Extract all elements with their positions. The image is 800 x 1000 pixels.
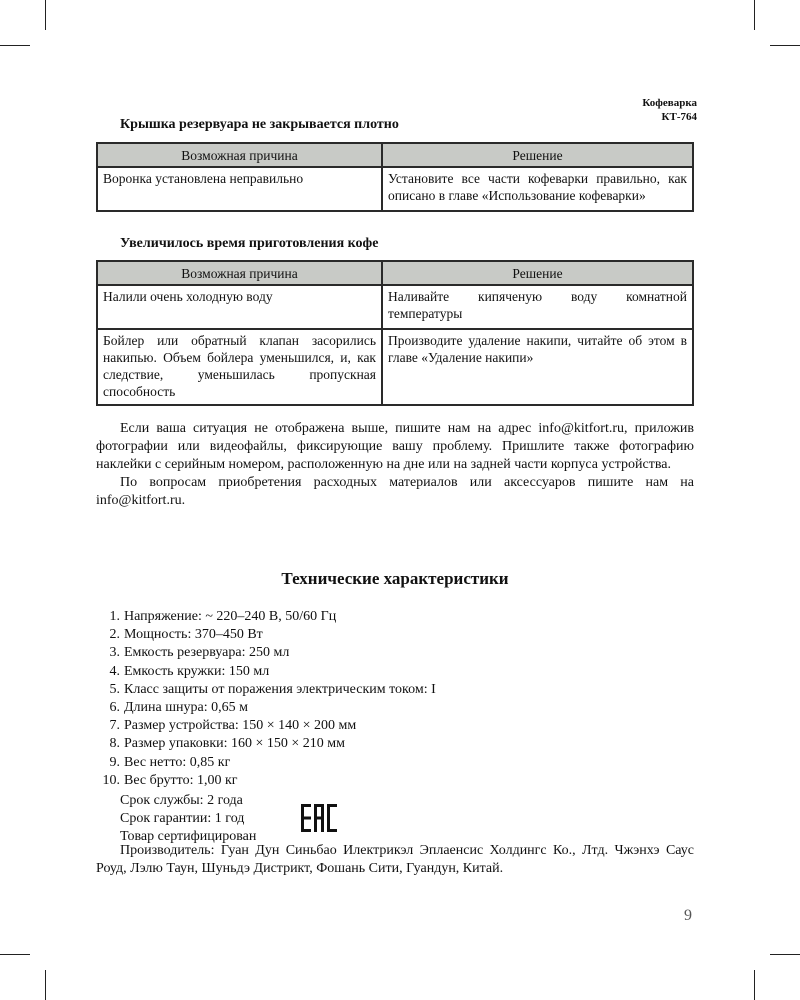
specs-title: Технические характеристики: [281, 569, 509, 588]
item-number: 5.: [109, 681, 120, 697]
item-number: 8.: [109, 736, 120, 752]
table-header-row: [97, 143, 693, 167]
header-model: КТ-764: [661, 111, 697, 123]
cause-cell: Бойлер или обратный клапан засорились накипью. Объем бойлера уменьшился, и, как следствие, уменьшилась пропускная способность: [97, 329, 382, 405]
table-row: [97, 285, 693, 329]
column-header-solution: Решение: [382, 261, 693, 285]
crop-mark: [754, 0, 755, 30]
item-text: Вес брутто: 1,00 кг: [124, 772, 238, 788]
crop-mark: [770, 45, 800, 46]
trouble-table: [96, 260, 694, 406]
item-text: Напряжение: ~ 220–240 В, 50/60 Гц: [124, 609, 337, 624]
list-item: [96, 626, 436, 644]
item-number: 1.: [109, 609, 120, 624]
table-row: [97, 167, 693, 211]
item-number: 4.: [109, 663, 120, 679]
crop-mark: [45, 970, 46, 1000]
list-item: [96, 681, 436, 699]
column-header-cause: Возможная причина: [97, 261, 382, 285]
list-item: [96, 644, 436, 662]
page-number: 9: [684, 907, 692, 924]
service-info: [120, 792, 256, 846]
item-text: Размер устройства: 150 × 140 × 200 мм: [124, 718, 357, 734]
contact-text: [96, 420, 694, 510]
trouble-title: Увеличилось время приготовления кофе: [120, 236, 379, 251]
item-number: 3.: [109, 645, 120, 661]
list-item: [96, 608, 436, 626]
list-item: [96, 717, 436, 735]
eac-certification-icon: [300, 803, 338, 833]
crop-mark: [45, 0, 46, 30]
crop-mark: [754, 970, 755, 1000]
item-number: 6.: [109, 700, 120, 716]
item-number: 2.: [109, 627, 120, 643]
cause-cell: Налили очень холодную воду: [97, 285, 382, 329]
item-number: 7.: [109, 718, 120, 734]
specs-list: [96, 608, 436, 790]
list-item: [96, 735, 436, 753]
item-text: Емкость кружки: 150 мл: [124, 663, 270, 679]
manufacturer-text: Производитель: Гуан Дун Синьбао Илектрикэл Эплаенсис Холдингс Ко., Лтд. Чжэнхэ Саус Роуд, Лэлю Таун, Шуньдэ Дистрикт, Фошань Сити, Гуандун, Китай.: [96, 843, 694, 876]
running-header: [642, 96, 697, 124]
trouble-table: [96, 142, 694, 212]
header-product: Кофеварка: [642, 97, 697, 109]
table-row: [97, 329, 693, 405]
contact-paragraph: По вопросам приобретения расходных материалов или аксессуаров пишите нам на info@kitfort.ru.: [96, 475, 694, 508]
warranty-period: Срок гарантии: 1 год: [120, 811, 245, 826]
item-text: Размер упаковки: 160 × 150 × 210 мм: [124, 736, 346, 752]
solution-cell: Производите удаление накипи, читайте об этом в главе «Удаление накипи»: [382, 329, 693, 405]
cause-cell: Воронка установлена неправильно: [97, 167, 382, 211]
item-number: 9.: [109, 754, 120, 770]
crop-mark: [0, 954, 30, 955]
crop-mark: [0, 45, 30, 46]
item-text: Длина шнура: 0,65 м: [124, 700, 248, 716]
service-life: Срок службы: 2 года: [120, 793, 243, 808]
crop-mark: [770, 954, 800, 955]
item-text: Емкость резервуара: 250 мл: [124, 645, 290, 661]
certification-note: Товар сертифицирован: [120, 829, 257, 844]
solution-cell: Наливайте кипяченую воду комнатной температуры: [382, 285, 693, 329]
item-text: Вес нетто: 0,85 кг: [124, 754, 231, 770]
item-number: 10.: [102, 772, 120, 788]
solution-cell: Установите все части кофеварки правильно, как описано в главе «Использование кофеварки»: [382, 167, 693, 211]
column-header-cause: Возможная причина: [97, 143, 382, 167]
manufacturer-info: [96, 842, 694, 878]
list-item: [96, 663, 436, 681]
list-item: [96, 754, 436, 772]
item-text: Класс защиты от поражения электрическим током: I: [124, 681, 436, 697]
column-header-solution: Решение: [382, 143, 693, 167]
item-text: Мощность: 370–450 Вт: [124, 627, 263, 643]
list-item: [96, 699, 436, 717]
trouble-title: Крышка резервуара не закрывается плотно: [120, 117, 399, 132]
table-header-row: [97, 261, 693, 285]
contact-paragraph: Если ваша ситуация не отображена выше, пишите нам на адрес info@kitfort.ru, приложив фотографии или видеофайлы, фиксирующие вашу проблему. Пришлите также фотографию наклейки с серийным номером, расположенную на дне или на задней части корпуса устройства.: [96, 421, 694, 472]
list-item: [96, 772, 436, 790]
